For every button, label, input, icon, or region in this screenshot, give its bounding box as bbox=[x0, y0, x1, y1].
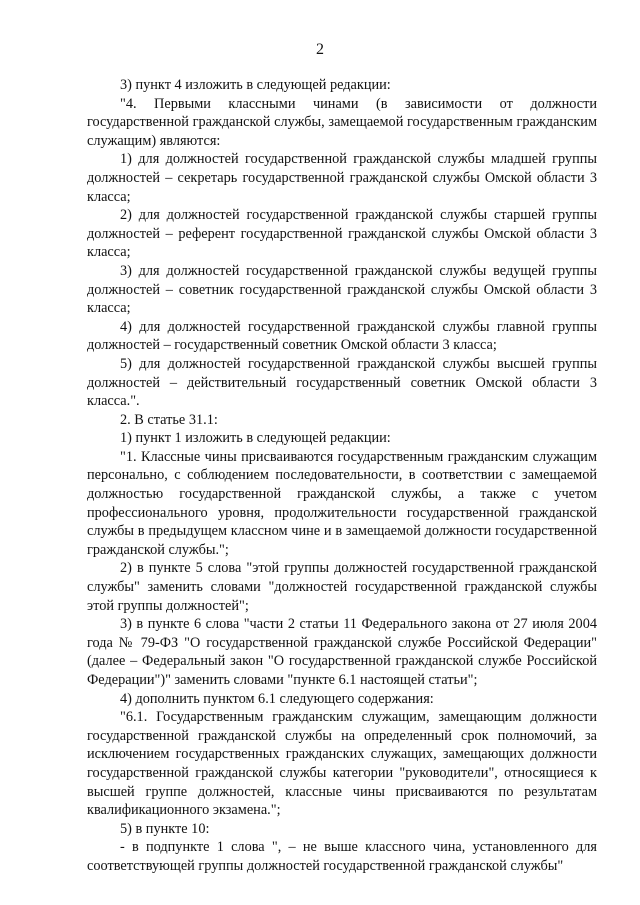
paragraph-item-5: 5) в пункте 10: bbox=[120, 820, 210, 837]
paragraph-item-4: 4) дополнить пунктом 6.1 следующего содержания: bbox=[120, 690, 434, 707]
paragraph-article-31-1: 2. В статье 31.1: bbox=[120, 411, 218, 428]
paragraph-main-group: 4) для должностей государственной гражданской службы главной группы должностей – государственный советник Омской области 3 класса; bbox=[87, 318, 597, 354]
paragraph-subitem-1: - в подпункте 1 слова ", – не выше классного чина, установленного для соответствующей группы должностей государственной гражданской службы" bbox=[87, 839, 597, 874]
paragraph-clause-4: "4. Первыми классными чинами (в зависимости от должности государственной гражданской службы, замещаемой государственным гражданским служащим) являются: bbox=[87, 95, 597, 149]
paragraph-junior-group: 1) для должностей государственной гражданской службы младшей группы должностей – секретарь государственной гражданской службы Омской области 3 класса; bbox=[87, 151, 597, 205]
paragraph-item-1: 1) пункт 1 изложить в следующей редакции: bbox=[120, 430, 391, 447]
paragraph-leading-group: 3) для должностей государственной гражданской службы ведущей группы должностей – советник государственной гражданской службы Омской области 3 класса; bbox=[87, 262, 597, 317]
paragraph-senior-group: 2) для должностей государственной гражданской службы старшей группы должностей – референт государственной гражданской службы Омской области 3 класса; bbox=[87, 207, 597, 261]
paragraph-item-3-replace: 3) в пункте 6 слова "части 2 статьи 11 Федерального закона от 27 июля 2004 года № 79-ФЗ "О государственной гражданской службе Российской Федерации" (далее – Федеральный закон "О государственной гражданской службе Российской Федерации")" заменить словами "пункте 6.1 настоящей статьи"; bbox=[87, 616, 597, 688]
paragraph-clause-6-1: "6.1. Государственным гражданским служащим, замещающим должности государственной гражданской службы на определенный срок полномочий, за исключением государственных гражданских служащих, замещающих должности государственной гражданской службы категории "руководители", относящиеся к высшей группе должностей, классные чины присваиваются по результатам квалификационного экзамена."; bbox=[87, 709, 597, 819]
paragraph-item-2: 2) в пункте 5 слова "этой группы должностей государственной гражданской службы" заменить словами "должностей государственной гражданской службы этой группы должностей"; bbox=[87, 560, 597, 614]
paragraph-highest-group: 5) для должностей государственной гражданской службы высшей группы должностей – действительный государственный советник Омской области 3 класса.". bbox=[87, 355, 597, 410]
paragraph-clause-1: "1. Классные чины присваиваются государственным гражданским служащим персонально, с соблюдением последовательности, в соответствии с замещаемой должностью государственной гражданской службы, а также с учетом профессионального уровня, продолжительности государственной гражданской службы в предыдущем классном чине и в замещаемой должности государственной гражданской службы."; bbox=[87, 448, 597, 558]
paragraph-item-3: 3) пункт 4 изложить в следующей редакции: bbox=[120, 77, 391, 93]
document-body bbox=[87, 76, 597, 876]
page-number: 2 bbox=[316, 41, 324, 58]
